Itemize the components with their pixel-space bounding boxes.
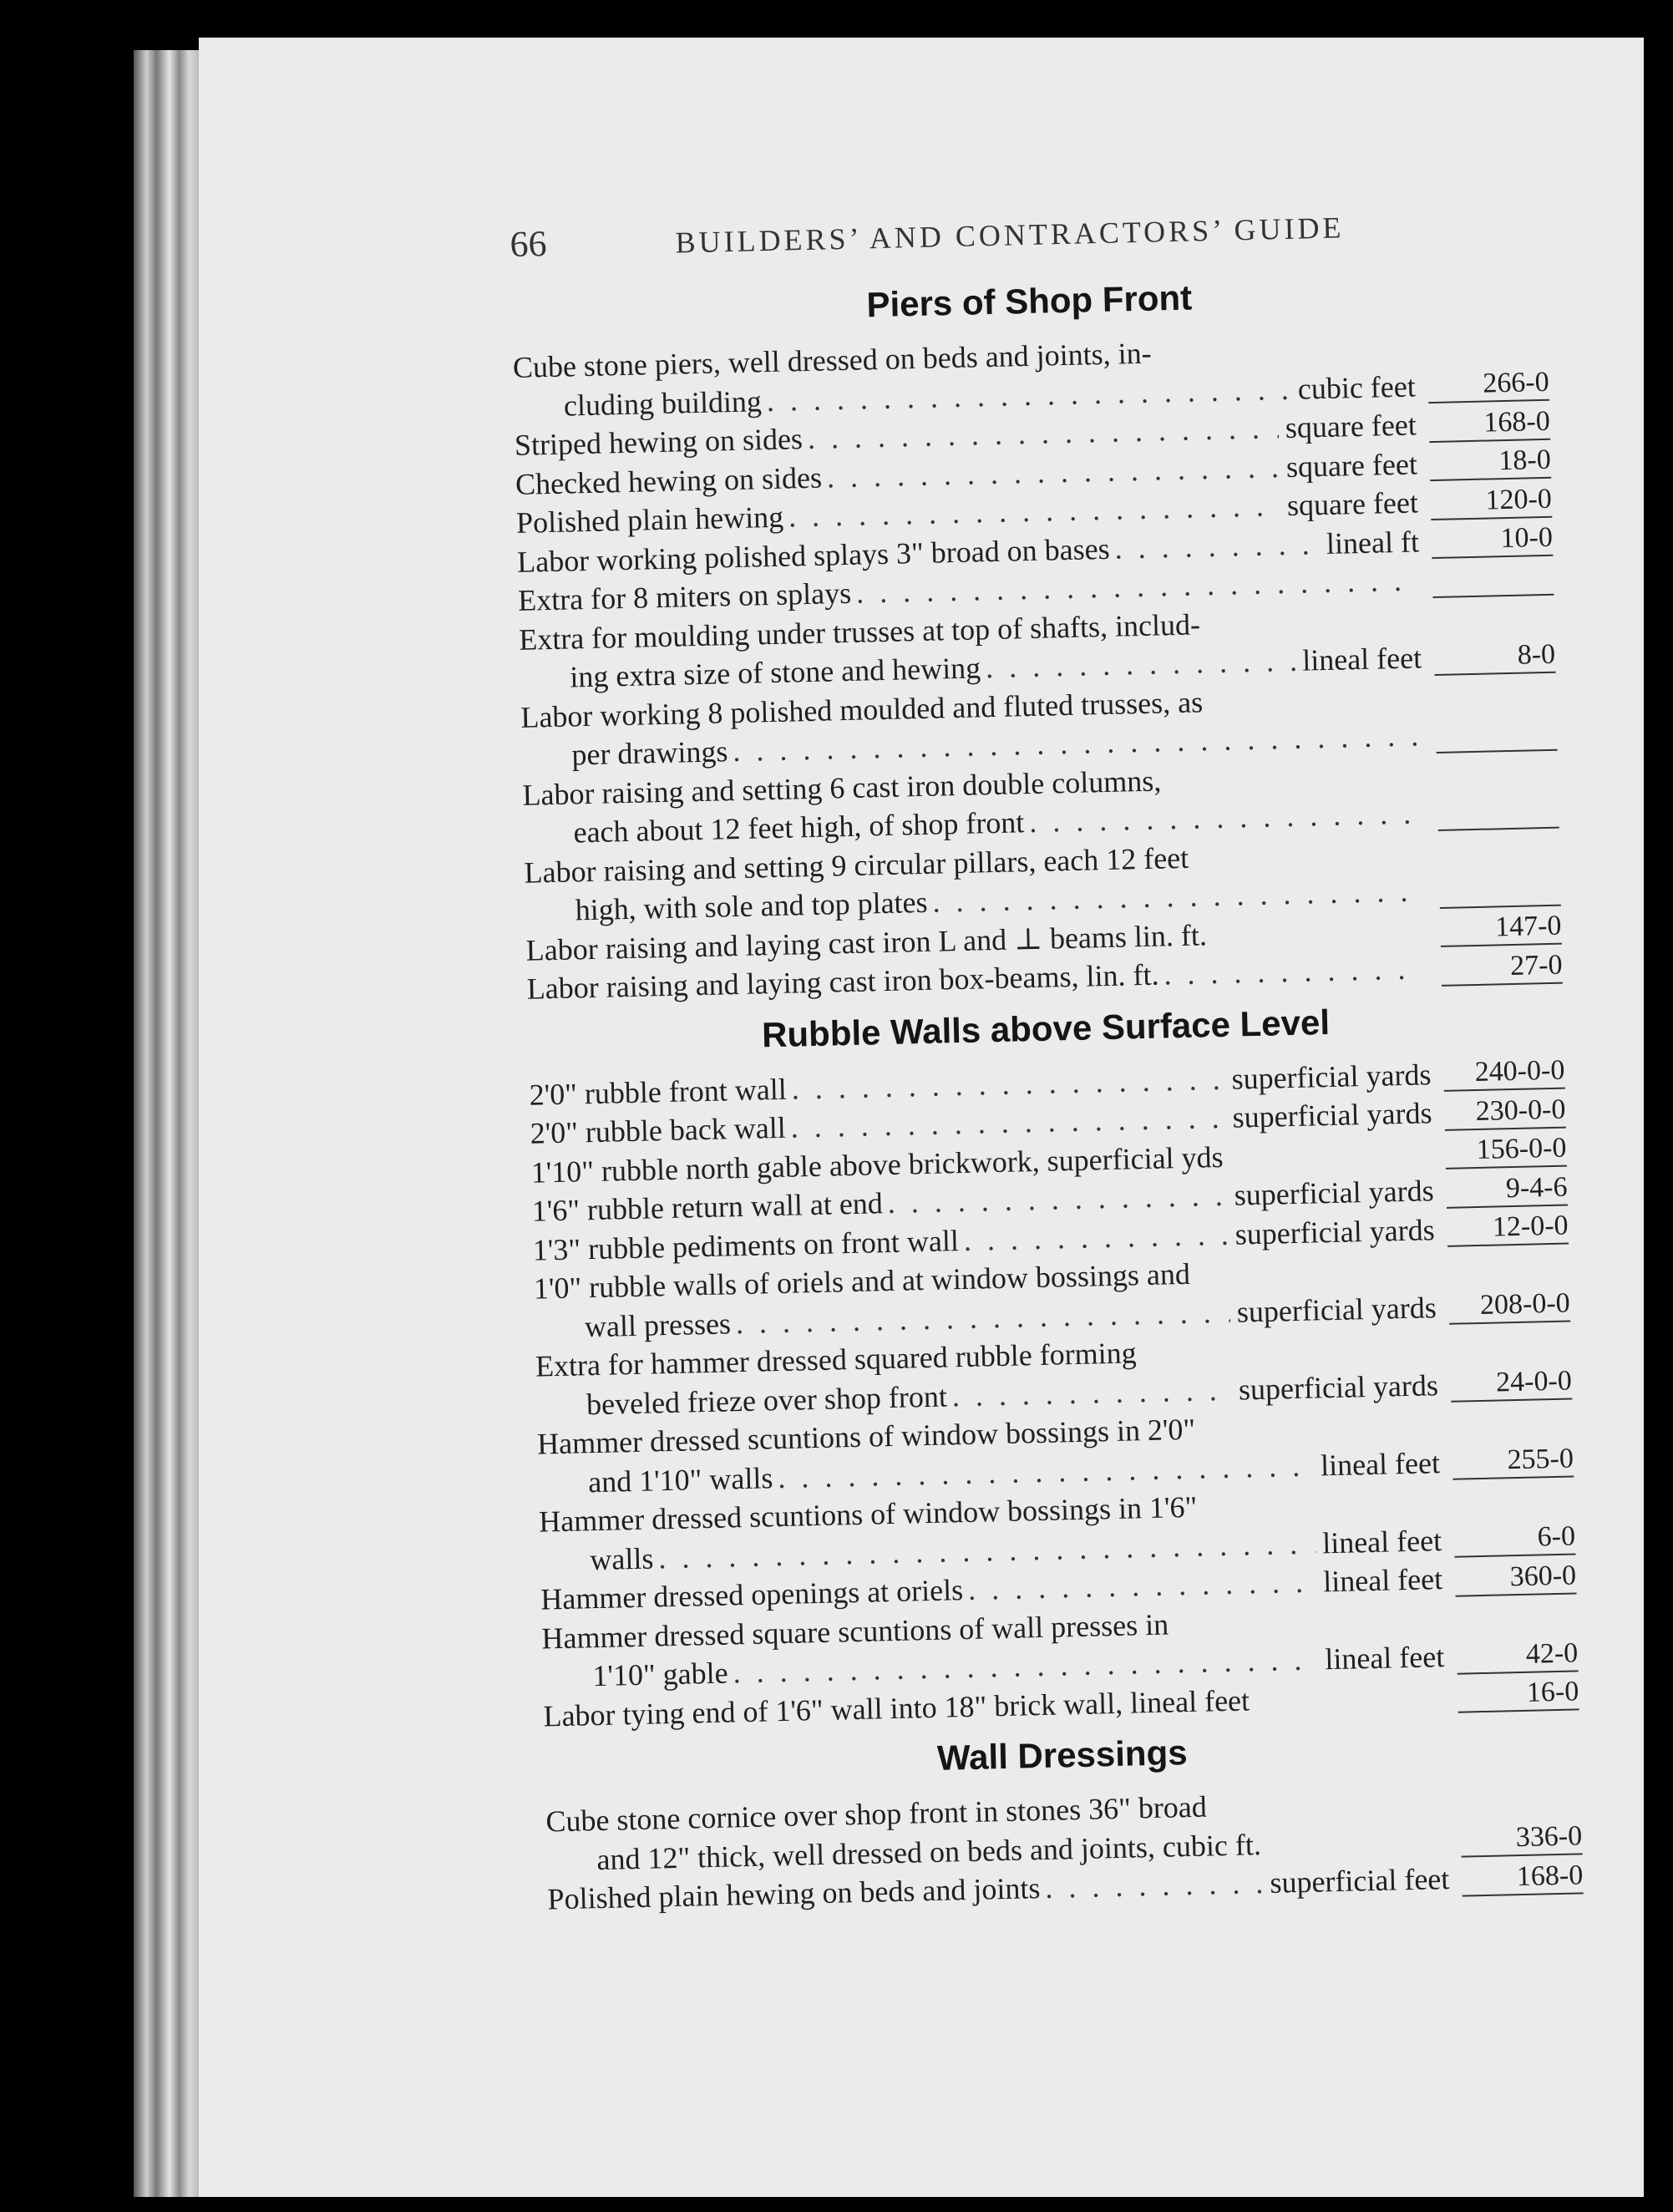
entry-value: 156-0-0: [1445, 1132, 1567, 1169]
entry-value: 18-0: [1429, 444, 1551, 481]
entry-value: 16-0: [1458, 1675, 1579, 1712]
entry-text: 2'0" rubble back wall: [530, 1110, 787, 1150]
entry-text: high, with sole and top plates: [575, 885, 928, 927]
entry-text: and 12" thick, well dressed on beds and joints, cubic ft.: [596, 1827, 1262, 1876]
entry-text: wall presses: [584, 1306, 732, 1343]
entry-unit: lineal feet: [1321, 1523, 1442, 1560]
entry-unit: square feet: [1285, 446, 1418, 484]
book-binding: [134, 50, 199, 2197]
entry-text: Hammer dressed scuntions of window bossings in 1'6": [538, 1489, 1198, 1539]
entry-text: Labor raising and laying cast iron L and ⊥ beams: [525, 919, 1128, 967]
entry-value: 9-4-6: [1446, 1170, 1568, 1208]
entry-text: 1'3" rubble pediments on front wall: [532, 1223, 960, 1267]
entry-value: 147-0: [1440, 910, 1562, 947]
page-number: 66: [510, 223, 548, 265]
entry-value: 240-0-0: [1443, 1054, 1565, 1092]
entry-unit: lineal feet: [1324, 1640, 1445, 1677]
entry-text: Hammer dressed scuntions of window bossings in 2'0": [536, 1412, 1196, 1461]
dot-leader: [986, 642, 1296, 687]
entry-text: 1'6" rubble return wall at end: [531, 1186, 884, 1228]
entry-text: Cube stone piers, well dressed on beds and joints, in-: [512, 336, 1153, 384]
entry-unit: square feet: [1286, 485, 1419, 522]
page-header: [510, 200, 1546, 282]
entry-text: Labor raising and laying cast iron box-beams, lin. ft.: [526, 957, 1159, 1006]
section-title: Wall Dressings: [936, 1733, 1189, 1778]
entry-text: and 1'10" walls: [587, 1460, 773, 1499]
dot-leader: [963, 1215, 1229, 1260]
entry-value: 8-0: [1434, 637, 1556, 675]
entry-text: 1'0" rubble walls of oriels and at window bossings and: [533, 1256, 1191, 1306]
entry-text: Labor raising and setting 9 circular pillars, each 12 feet: [524, 840, 1189, 890]
entry-unit: superficial yards: [1234, 1174, 1435, 1212]
entry-value: 42-0: [1457, 1636, 1579, 1674]
entry-text: Polished plain hewing on beds and joints: [547, 1871, 1041, 1916]
section-title: Rubble Walls above Surface Level: [761, 1002, 1331, 1054]
entry-unit: superficial feet: [1269, 1861, 1450, 1900]
entry-value: 27-0: [1441, 948, 1563, 986]
entry-value: 6-0: [1454, 1519, 1576, 1557]
entry-value: 12-0-0: [1447, 1210, 1569, 1247]
dot-leader: [951, 1370, 1232, 1415]
entry-text: per drawings: [571, 734, 728, 772]
entry-value: 10-0: [1431, 521, 1553, 559]
entry-text: Hammer dressed openings at oriels: [540, 1573, 964, 1616]
entry-value: 168-0: [1462, 1859, 1584, 1896]
entry-text: 1'10" gable: [592, 1656, 729, 1693]
entry-unit: superficial yards: [1231, 1057, 1432, 1096]
entry-value: 120-0: [1430, 482, 1552, 520]
entry-value: 24-0-0: [1450, 1365, 1572, 1403]
entry-unit: superficial yards: [1236, 1290, 1437, 1329]
entry-text: Checked hewing on sides: [515, 460, 823, 501]
entry-text: cluding building: [563, 383, 763, 423]
dot-leader: [1045, 1864, 1264, 1907]
entry-unit: square feet: [1285, 408, 1417, 444]
page-content: [510, 200, 1584, 1919]
entry-text: Extra for moulding under trusses at top of shafts, includ-: [518, 606, 1201, 657]
entry-value: 208-0-0: [1448, 1287, 1570, 1325]
entry-unit: superficial yards: [1238, 1367, 1439, 1407]
entry-unit: superficial yards: [1232, 1096, 1432, 1134]
entry-text: Cube stone cornice over shop front in stones 36" broad: [545, 1789, 1208, 1839]
entry-unit: lineal ft: [1326, 524, 1420, 561]
entry-text: beveled frieze over shop front: [586, 1378, 948, 1421]
entry-value: 255-0: [1452, 1442, 1574, 1479]
entry-unit: lineal feet: [1320, 1445, 1441, 1482]
entry-text: Hammer dressed square scuntions of wall presses in: [540, 1607, 1169, 1656]
entry-text: each about 12 feet high, of shop front: [573, 805, 1025, 850]
entry-value: 230-0-0: [1444, 1093, 1566, 1130]
entry-unit: superficial yards: [1234, 1212, 1436, 1251]
entry-text: Labor tying end of 1'6" wall into 18" brick wall, lineal feet: [543, 1682, 1250, 1733]
entry-value: 168-0: [1428, 404, 1550, 442]
entry-value: 266-0: [1427, 366, 1549, 403]
section-title: Piers of Shop Front: [865, 277, 1193, 325]
entry-value: 360-0: [1455, 1559, 1577, 1596]
running-head: BUILDERS’ AND CONTRACTORS’ GUIDE: [675, 211, 1345, 260]
entry-unit: lin. ft.: [1133, 917, 1208, 953]
book-page: [199, 38, 1644, 2197]
entry-text: 1'10" rubble north gable above brickwork, superficial yds: [530, 1139, 1224, 1190]
entry-text: walls: [589, 1541, 654, 1576]
entry-text: Extra for hammer dressed squared rubble forming: [535, 1336, 1138, 1383]
entry-text: Polished plain hewing: [515, 500, 784, 540]
dot-leader: [1163, 949, 1422, 994]
entry-text: ing extra size of stone and hewing: [569, 651, 981, 694]
dot-leader: [1114, 525, 1320, 568]
entry-text: Labor raising and setting 6 cast iron double columns,: [522, 763, 1162, 812]
entry-text: Striped hewing on sides: [514, 422, 804, 462]
entry-unit: cubic feet: [1297, 368, 1417, 406]
entry-text: Labor working 8 polished moulded and fluted trusses, as: [520, 684, 1204, 734]
entry-text: Extra for 8 miters on splays: [517, 576, 852, 617]
entry-unit: lineal feet: [1301, 641, 1422, 677]
entry-unit: lineal feet: [1322, 1562, 1443, 1599]
entry-value: 336-0: [1461, 1819, 1583, 1857]
entry-text: Labor working polished splays 3" broad on bases: [516, 531, 1111, 579]
entry-text: 2'0" rubble front wall: [529, 1072, 788, 1112]
